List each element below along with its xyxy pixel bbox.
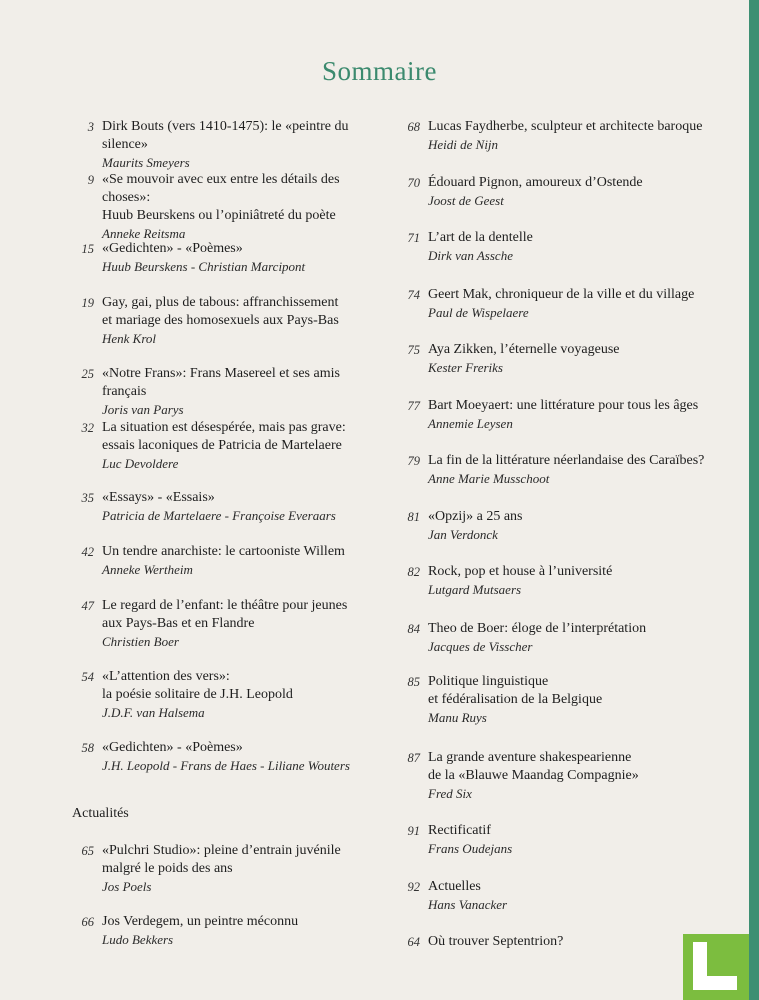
entry-title: «Notre Frans»: Frans Masereel et ses amis français: [102, 366, 340, 399]
page-number: 91: [407, 824, 420, 838]
entry-author: Frans Oudejans: [428, 841, 513, 856]
entry-author: Kester Freriks: [428, 360, 503, 375]
page-number: 42: [81, 545, 94, 559]
page-number: 70: [407, 176, 420, 190]
entry-title: «Se mouvoir avec eux entre les détails des choses»: Huub Beurskens ou l’opiniâtreté du poète: [102, 172, 340, 223]
entry-title: «Opzij» a 25 ans: [428, 509, 523, 524]
page-number: 84: [407, 622, 420, 636]
page-number: 65: [81, 844, 94, 858]
entry-title: Un tendre anarchiste: le cartooniste Willem: [102, 544, 345, 559]
entry-author: Christien Boer: [102, 634, 179, 649]
entry-title: Édouard Pignon, amoureux d’Ostende: [428, 175, 643, 190]
page-number: 9: [87, 173, 94, 187]
page-number: 82: [407, 565, 420, 579]
entry-author: Huub Beurskens - Christian Marcipont: [102, 259, 306, 274]
entry-author: Jan Verdonck: [428, 527, 498, 542]
entry-author: Heidi de Nijn: [428, 137, 499, 152]
page-number: 92: [407, 880, 420, 894]
entry-author: Hans Vanacker: [428, 897, 508, 912]
entry-author: Lutgard Mutsaers: [428, 582, 522, 597]
entry-author: Henk Krol: [102, 331, 157, 346]
entry-title: «Gedichten» - «Poèmes»: [102, 740, 243, 755]
page-number: 66: [81, 915, 94, 929]
entry-author: Ludo Bekkers: [102, 932, 174, 947]
page-number: 74: [407, 288, 420, 302]
entry-author: Dirk van Assche: [428, 248, 513, 263]
page-number: 71: [407, 231, 420, 245]
entry-title: Rectificatif: [428, 823, 491, 838]
entry-author: Joris van Parys: [102, 402, 184, 417]
page-number: 77: [407, 399, 420, 413]
page-number: 54: [81, 670, 94, 684]
entry-author: Anneke Wertheim: [102, 562, 193, 577]
entry-author: Luc Devoldere: [102, 456, 179, 471]
entry-title: Où trouver Septentrion?: [428, 934, 564, 949]
entry-title: Jos Verdegem, un peintre méconnu: [102, 914, 299, 929]
page-number: 25: [81, 367, 94, 381]
entry-author: Paul de Wispelaere: [428, 305, 529, 320]
entry-title: L’art de la dentelle: [428, 230, 533, 245]
entry-author: J.D.F. van Halsema: [102, 705, 205, 720]
logo-badge: [683, 934, 749, 1000]
page-number: 32: [81, 421, 94, 435]
entry-title: La situation est désespérée, mais pas grave: essais laconiques de Patricia de Martelaere: [102, 420, 346, 453]
page-number: 81: [407, 510, 420, 524]
page-number: 87: [407, 751, 420, 765]
entry-author: Patricia de Martelaere - Françoise Everaars: [102, 508, 336, 523]
cover-edge: [749, 0, 759, 1000]
page-title: Sommaire: [322, 56, 437, 86]
page-number: 19: [81, 296, 94, 310]
page-number: 68: [407, 120, 420, 134]
entry-title: «Pulchri Studio»: pleine d’entrain juvénile malgré le poids des ans: [102, 843, 341, 876]
entry-author: Annemie Leysen: [428, 416, 513, 431]
entry-title: Bart Moeyaert: une littérature pour tous les âges: [428, 398, 699, 413]
entry-author: Anneke Reitsma: [102, 226, 186, 241]
page-number: 79: [407, 454, 420, 468]
entry-author: Jos Poels: [102, 879, 152, 894]
entry-title: Gay, gai, plus de tabous: affranchissement et mariage des homosexuels aux Pays-Bas: [102, 295, 339, 328]
entry-author: Manu Ruys: [428, 710, 487, 725]
entry-title: Politique linguistique et fédéralisation de la Belgique: [428, 674, 603, 707]
page-number: 58: [81, 741, 94, 755]
entry-title: La fin de la littérature néerlandaise des Caraïbes?: [428, 453, 705, 468]
entry-author: Fred Six: [428, 786, 472, 801]
page-number: 3: [87, 120, 94, 134]
entry-author: Anne Marie Musschoot: [428, 471, 550, 486]
entry-title: La grande aventure shakespearienne de la «Blauwe Maandag Compagnie»: [428, 750, 639, 783]
entry-author: Joost de Geest: [428, 193, 504, 208]
entry-author: J.H. Leopold - Frans de Haes - Liliane Wouters: [102, 758, 350, 773]
entry-title: Aya Zikken, l’éternelle voyageuse: [428, 342, 620, 357]
entry-title: «L’attention des vers»: la poésie solitaire de J.H. Leopold: [102, 669, 293, 702]
page-number: 47: [81, 599, 94, 613]
page-number: 64: [407, 935, 420, 949]
l-logo-icon: [693, 942, 737, 990]
entry-title: Actuelles: [428, 879, 481, 894]
page-number: 15: [81, 242, 94, 256]
entry-author: Jacques de Visscher: [428, 639, 533, 654]
entry-title: «Gedichten» - «Poèmes»: [102, 241, 243, 256]
section-label: Actualités: [72, 806, 129, 821]
entry-author: Maurits Smeyers: [102, 155, 190, 170]
entry-title: Lucas Faydherbe, sculpteur et architecte baroque: [428, 119, 703, 134]
page-number: 85: [407, 675, 420, 689]
entry-title: Le regard de l’enfant: le théâtre pour jeunes aux Pays-Bas et en Flandre: [102, 598, 348, 631]
entry-title: Geert Mak, chroniqueur de la ville et du village: [428, 287, 695, 302]
page-number: 75: [407, 343, 420, 357]
entry-title: Theo de Boer: éloge de l’interprétation: [428, 621, 647, 636]
page-number: 35: [81, 491, 94, 505]
entry-title: Dirk Bouts (vers 1410-1475): le «peintre du silence»: [102, 119, 349, 152]
entry-title: «Essays» - «Essais»: [102, 490, 215, 505]
entry-title: Rock, pop et house à l’université: [428, 564, 613, 579]
